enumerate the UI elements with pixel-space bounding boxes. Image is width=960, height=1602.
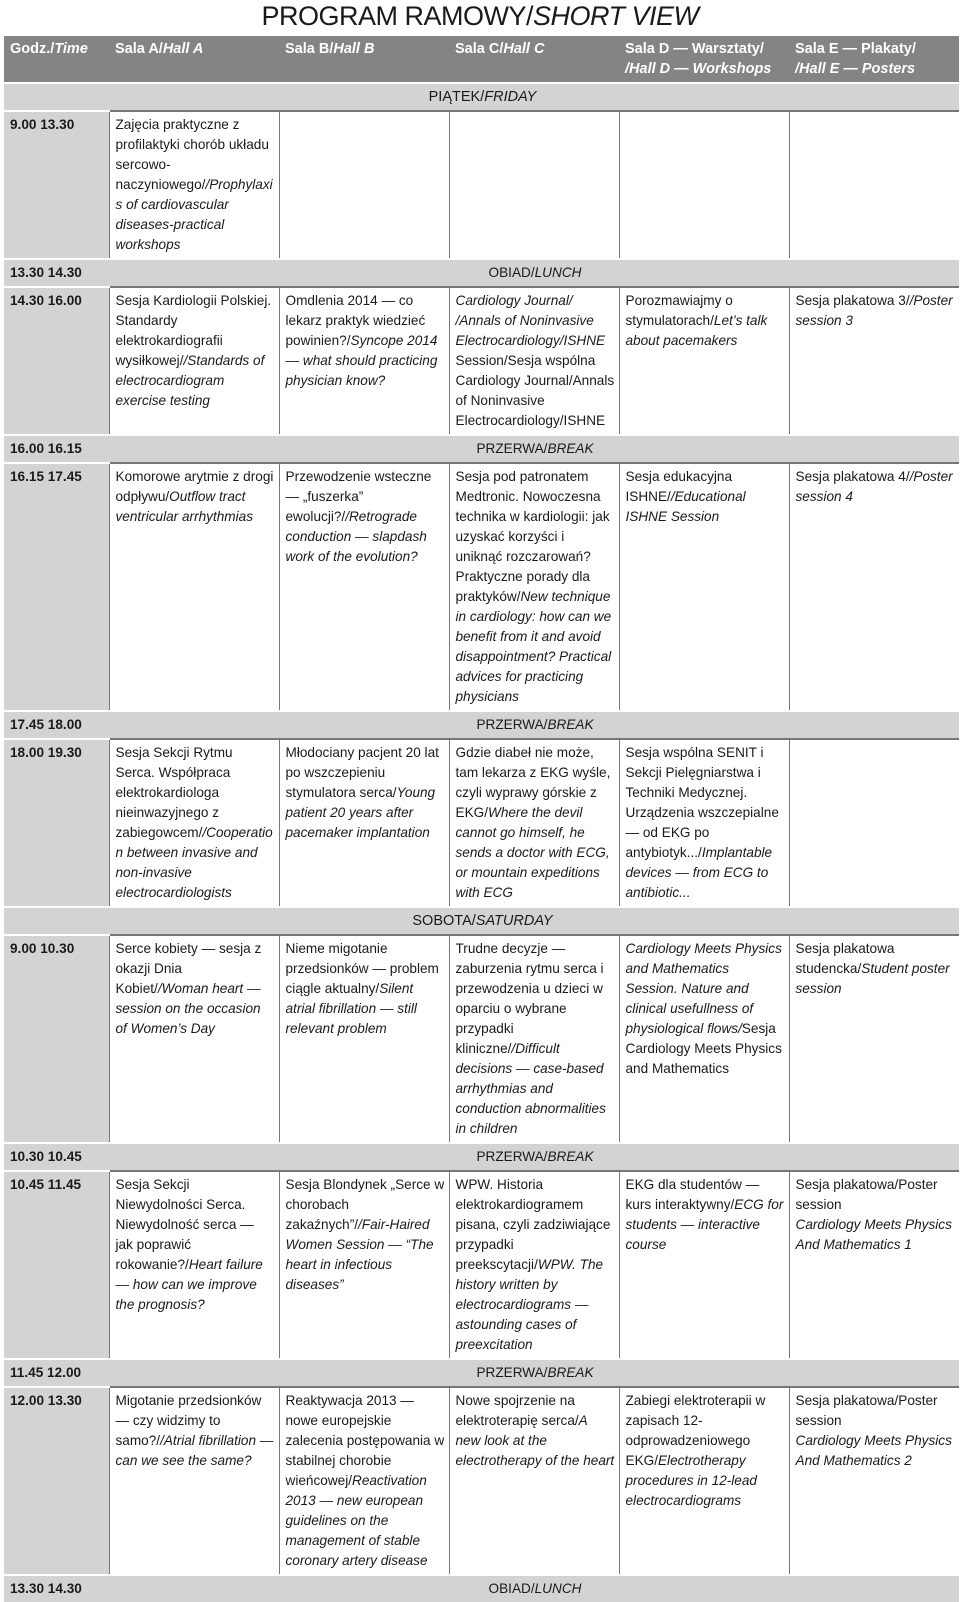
day-row-saturday: [4, 907, 959, 935]
time-cell: 14.30 16.00: [4, 287, 109, 435]
header-hall-b: Sala B/Hall B: [279, 36, 449, 83]
hall-b-session: [279, 111, 449, 259]
schedule-table: [4, 36, 959, 1602]
hall-b-session: Młodociany pacjent 20 lat po wszczepieniu stymulatora serca/Young patient 20 years after pacemaker implantation: [279, 739, 449, 907]
hall-d-session: Porozmawiajmy o stymulatorach/Let’s talk about pacemakers: [619, 287, 789, 435]
day-label-friday: PIĄTEK/FRIDAY: [4, 83, 959, 111]
break-label: PRZERWA/BREAK: [109, 1143, 959, 1171]
session-row: [4, 287, 959, 435]
hall-d-session: Zabiegi elektroterapii w zapisach 12-odprowadzeniowego EKG/Electrotherapy procedures in 12-lead electrocardiograms: [619, 1387, 789, 1575]
session-row: [4, 111, 959, 259]
time-cell: 9.00 10.30: [4, 935, 109, 1143]
day-row-friday: [4, 83, 959, 111]
title-main: PROGRAM RAMOWY/: [261, 1, 533, 31]
header-hall-d: Sala D — Warsztaty/ /Hall D — Workshops: [619, 36, 789, 83]
header-hall-c: Sala C/Hall C: [449, 36, 619, 83]
time-cell: 13.30 14.30: [4, 259, 109, 287]
hall-e-session: [789, 739, 959, 907]
time-cell: 10.30 10.45: [4, 1143, 109, 1171]
break-row: [4, 435, 959, 463]
time-cell: 17.45 18.00: [4, 711, 109, 739]
hall-c-session: Cardiology Journal/ /Annals of Noninvasive Electrocardiology/ISHNE Session/Sesja wspólna Cardiology Journal/Annals of Noninvasive Electrocardiology/ISHNE: [449, 287, 619, 435]
hall-e-session: Sesja plakatowa/Poster session Cardiology Meets Physics And Mathematics 2: [789, 1387, 959, 1575]
hall-c-session: Gdzie diabeł nie może, tam lekarza z EKG wyśle, czyli wyprawy górskie z EKG/Where the devil cannot go himself, he sends a doctor with ECG, or mountain expeditions with ECG: [449, 739, 619, 907]
time-cell: 13.30 14.30: [4, 1575, 109, 1602]
break-row: [4, 1575, 959, 1602]
time-cell: 16.15 17.45: [4, 463, 109, 711]
session-row: [4, 1387, 959, 1575]
lunch-label: OBIAD/LUNCH: [109, 259, 959, 287]
hall-e-session: Sesja plakatowa/Poster session Cardiology Meets Physics And Mathematics 1: [789, 1171, 959, 1359]
break-label: PRZERWA/BREAK: [109, 435, 959, 463]
header-hall-a: Sala A/Hall A: [109, 36, 279, 83]
time-cell: 12.00 13.30: [4, 1387, 109, 1575]
hall-e-session: Sesja plakatowa 3//Poster session 3: [789, 287, 959, 435]
time-cell: 11.45 12.00: [4, 1359, 109, 1387]
hall-e-session: [789, 111, 959, 259]
day-label-saturday: SOBOTA/SATURDAY: [4, 907, 959, 935]
lunch-label: OBIAD/LUNCH: [109, 1575, 959, 1602]
hall-b-session: Sesja Blondynek „Serce w chorobach zakaźnych”//Fair-Haired Women Session — “The heart in infectious diseases”: [279, 1171, 449, 1359]
title-english: SHORT VIEW: [532, 1, 699, 31]
schedule-table-wrap: [4, 36, 959, 1602]
hall-c-session: Nowe spojrzenie na elektroterapię serca/A new look at the electrotherapy of the heart: [449, 1387, 619, 1575]
break-label: PRZERWA/BREAK: [109, 1359, 959, 1387]
hall-a-session: Zajęcia praktyczne z profilaktyki chorób układu sercowo-naczyniowego//Prophylaxis of cardiovascular diseases-practical workshops: [109, 111, 279, 259]
time-cell: 18.00 19.30: [4, 739, 109, 907]
session-row: [4, 1171, 959, 1359]
header-hall-e: Sala E — Plakaty/ /Hall E — Posters: [789, 36, 959, 83]
hall-a-session: Sesja Kardiologii Polskiej. Standardy elektrokardiografii wysiłkowej//Standards of electrocardiogram exercise testing: [109, 287, 279, 435]
hall-a-session: Komorowe arytmie z drogi odpływu/Outflow tract ventricular arrhythmias: [109, 463, 279, 711]
hall-a-session: Serce kobiety — sesja z okazji Dnia Kobiet//Woman heart — session on the occasion of Women’s Day: [109, 935, 279, 1143]
hall-a-session: Migotanie przedsionków — czy widzimy to samo?//Atrial fibrillation — can we see the same?: [109, 1387, 279, 1575]
break-row: [4, 1359, 959, 1387]
time-cell: 16.00 16.15: [4, 435, 109, 463]
page-title: [0, 0, 960, 34]
session-row: [4, 935, 959, 1143]
hall-d-session: Sesja edukacyjna ISHNE//Educational ISHNE Session: [619, 463, 789, 711]
hall-d-session: [619, 111, 789, 259]
hall-a-session: Sesja Sekcji Rytmu Serca. Współpraca elektrokardiologa nieinwazyjnego z zabiegowcem//Cooperation between invasive and non-invasive electrocardiologists: [109, 739, 279, 907]
hall-c-session: [449, 111, 619, 259]
hall-d-session: EKG dla studentów — kurs interaktywny/ECG for students — interactive course: [619, 1171, 789, 1359]
break-row: [4, 711, 959, 739]
header-time: Godz./Time: [4, 36, 109, 83]
hall-a-session: Sesja Sekcji Niewydolności Serca. Niewydolność serca — jak poprawić rokowanie?/Heart failure — how can we improve the prognosis?: [109, 1171, 279, 1359]
header-row: [4, 36, 959, 83]
time-cell: 10.45 11.45: [4, 1171, 109, 1359]
hall-c-session: Trudne decyzje — zaburzenia rytmu serca i przewodzenia u dzieci w oparciu o wybrane przypadki kliniczne//Difficult decisions — case-based arrhythmias and conduction abnormalities in children: [449, 935, 619, 1143]
time-cell: 9.00 13.30: [4, 111, 109, 259]
session-row: [4, 739, 959, 907]
session-row: [4, 463, 959, 711]
hall-c-session: WPW. Historia elektrokardiogramem pisana, czyli zadziwiające przypadki preekscytacji/WPW. The history written by electrocardiograms — astounding cases of preexcitation: [449, 1171, 619, 1359]
hall-e-session: Sesja plakatowa studencka/Student poster session: [789, 935, 959, 1143]
hall-b-session: Nieme migotanie przedsionków — problem ciągle aktualny/Silent atrial fibrillation — still relevant problem: [279, 935, 449, 1143]
break-row: [4, 1143, 959, 1171]
hall-b-session: Omdlenia 2014 — co lekarz praktyk wiedzieć powinien?/Syncope 2014 — what should practicing physician know?: [279, 287, 449, 435]
hall-b-session: Reaktywacja 2013 — nowe europejskie zalecenia postępowania w stabilnej chorobie wieńcowej/Reactivation 2013 — new european guidelines on the management of stable coronary artery disease: [279, 1387, 449, 1575]
hall-b-session: Przewodzenie wsteczne — „fuszerka” ewolucji?//Retrograde conduction — slapdash work of the evolution?: [279, 463, 449, 711]
hall-e-session: Sesja plakatowa 4//Poster session 4: [789, 463, 959, 711]
hall-d-session: Sesja wspólna SENIT i Sekcji Pielęgniarstwa i Techniki Medycznej. Urządzenia wszczepialne — od EKG po antybiotyk.../Implantable devices — from ECG to antibiotic...: [619, 739, 789, 907]
hall-d-session: Cardiology Meets Physics and Mathematics Session. Nature and clinical usefullness of physiological flows/Sesja Cardiology Meets Physics and Mathematics: [619, 935, 789, 1143]
hall-c-session: Sesja pod patronatem Medtronic. Nowoczesna technika w kardiologii: jak uzyskać korzyści i uniknąć rozczarowań? Praktyczne porady dla praktyków/New technique in cardiology: how can we benefit from it and avoid disappointment? Practical advices for practicing physicians: [449, 463, 619, 711]
break-label: PRZERWA/BREAK: [109, 711, 959, 739]
break-row: [4, 259, 959, 287]
